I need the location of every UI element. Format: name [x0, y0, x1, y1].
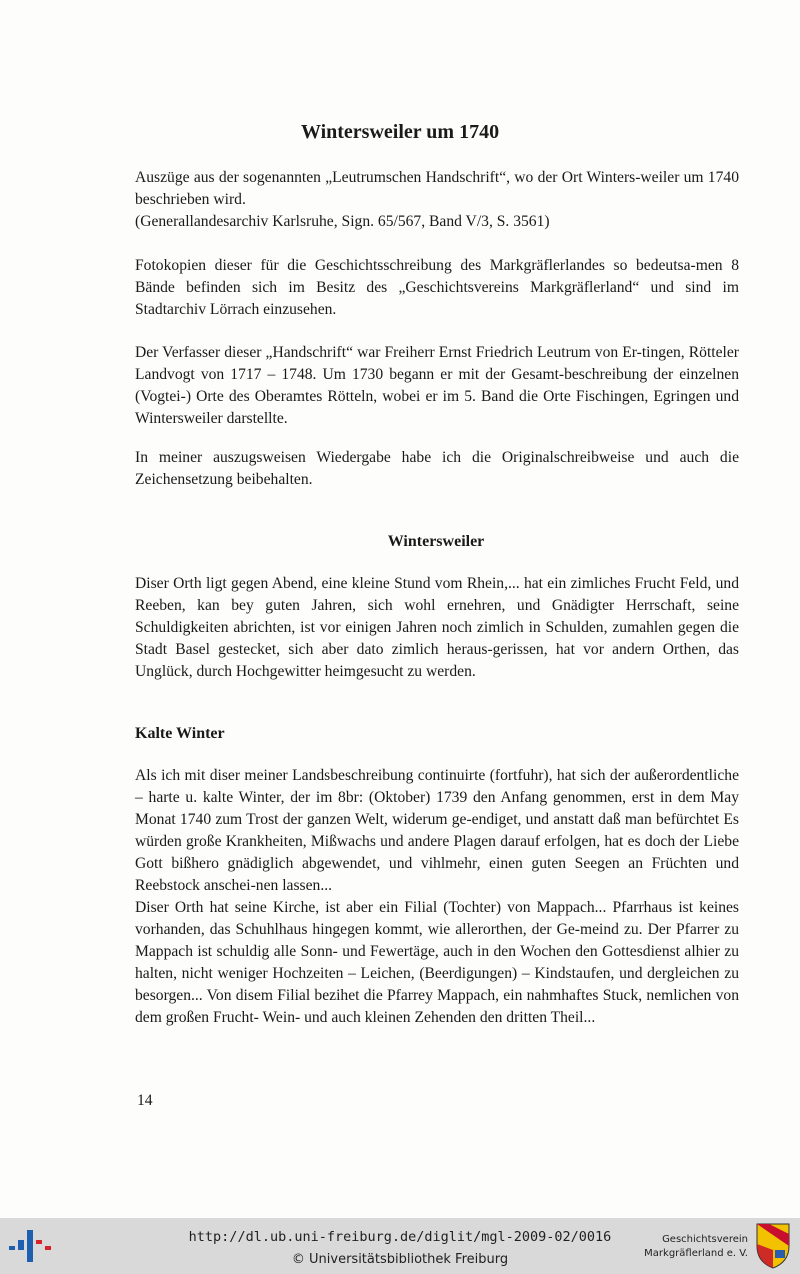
paragraph-author [135, 342, 739, 430]
intro-text: Auszüge aus der sogenannten „Leutrumschen Handschrift“, wo der Ort Winters-weiler um 1740 beschrieben wird. [135, 169, 739, 208]
paragraph-text: Diser Orth hat seine Kirche, ist aber ein Filial (Tochter) von Mappach... Pfarrhaus ist keines vorhanden, das Schuhlhaus hingegen kommt, wie allerorthen, der Ge-meind zu. Der Pfarrer zu Mappach ist schuldig alle Sonn- und Fewertäge, auch in den Wochen den Gottesdienst alhier zu halten, nicht weniger Hochzeiten – Leichen, (Beerdigungen) – Kindstaufen, und dergleichen zu besorgen... Von disem Filial bezihet die Pfarrey Mappach, ein nahmhaftes Stuck, nemlichen von dem großen Frucht- Wein- und auch kleinen Zehenden den dritten Theil... [135, 899, 739, 1026]
footer-url-link[interactable]: http://dl.ub.uni-freiburg.de/diglit/mgl-2009-02/0016 [188, 1229, 612, 1245]
section-text-wintersweiler [135, 573, 739, 683]
footer-copyright: © Universitätsbibliothek Freiburg [291, 1252, 509, 1267]
org-name-line-1: Geschichtsverein [662, 1234, 748, 1245]
section-heading-kalte-winter: Kalte Winter [135, 725, 225, 742]
paragraph-photocopies [135, 255, 739, 321]
section-text-kalte-winter [135, 765, 739, 1029]
org-name-line-2: Markgräflerland e. V. [644, 1248, 748, 1259]
intro-source: (Generallandesarchiv Karlsruhe, Sign. 65/567, Band V/3, S. 3561) [135, 213, 550, 230]
page-title: Wintersweiler um 1740 [300, 121, 500, 143]
paragraph-text: Diser Orth ligt gegen Abend, eine kleine Stund vom Rhein,... hat ein zimliches Frucht Feld, und Reeben, kan bey guten Jahren, sich wohl ernehren, und Gnädigter Herrschaft, seine Schuldigkeiten abrichten, ist vor einigen Jahren noch zimlich in Schulden, zumahlen gegen die Stadt Basel gestecket, sich aber dato zimlich heraus-gerissen, hat vor andern Orthen, das Unglück, durch Hochgewitter heimgesucht zu werden. [135, 575, 739, 680]
paragraph-text: Als ich mit diser meiner Landsbeschreibung continuirte (fortfuhr), hat sich der außerordentliche – harte u. kalte Winter, der im 8br: (Oktober) 1739 den Anfang genommen, erst in dem May Monat 1740 zum Trost der ganzen Welt, widerum ge-endiget, und anstatt daß man befürchtet Es würden große Krankheiten, Mißwachs und andere Plagen darauf erfolgen, hat es doch der Liebe Gott bißhero gnädiglich abgewendet, und vihlmehr, einen guten Seegen an Früchten und Reebstock anschei-nen lassen... [135, 767, 739, 894]
paragraph-text: Fotokopien dieser für die Geschichtsschreibung des Markgräflerlandes so bedeutsa-men 8 Bände befinden sich im Besitz des „Geschichtsvereins Markgräflerland“ und sind im Stadtarchiv Lörrach einzusehen. [135, 257, 739, 318]
paragraph-text: In meiner auszugsweisen Wiedergabe habe ich die Originalschreibweise und auch die Zeichensetzung beibehalten. [135, 449, 739, 488]
footer-bar [0, 1218, 800, 1274]
footer-organization [644, 1233, 748, 1261]
paragraph-method [135, 447, 739, 491]
coat-of-arms-icon [755, 1222, 791, 1270]
section-heading-wintersweiler: Wintersweiler [387, 533, 485, 550]
paragraph-text: Der Verfasser dieser „Handschrift“ war Freiherr Ernst Friedrich Leutrum von Er-tingen, Rötteler Landvogt von 1717 – 1748. Um 1730 begann er mit der Gesamt-beschreibung der einzelnen (Vogtei-) Orte des Oberamtes Rötteln, wobei er im 5. Band die Orte Fischingen, Egringen und Wintersweiler darstellte. [135, 344, 739, 427]
page-number: 14 [137, 1092, 153, 1109]
intro-paragraph [135, 167, 739, 233]
